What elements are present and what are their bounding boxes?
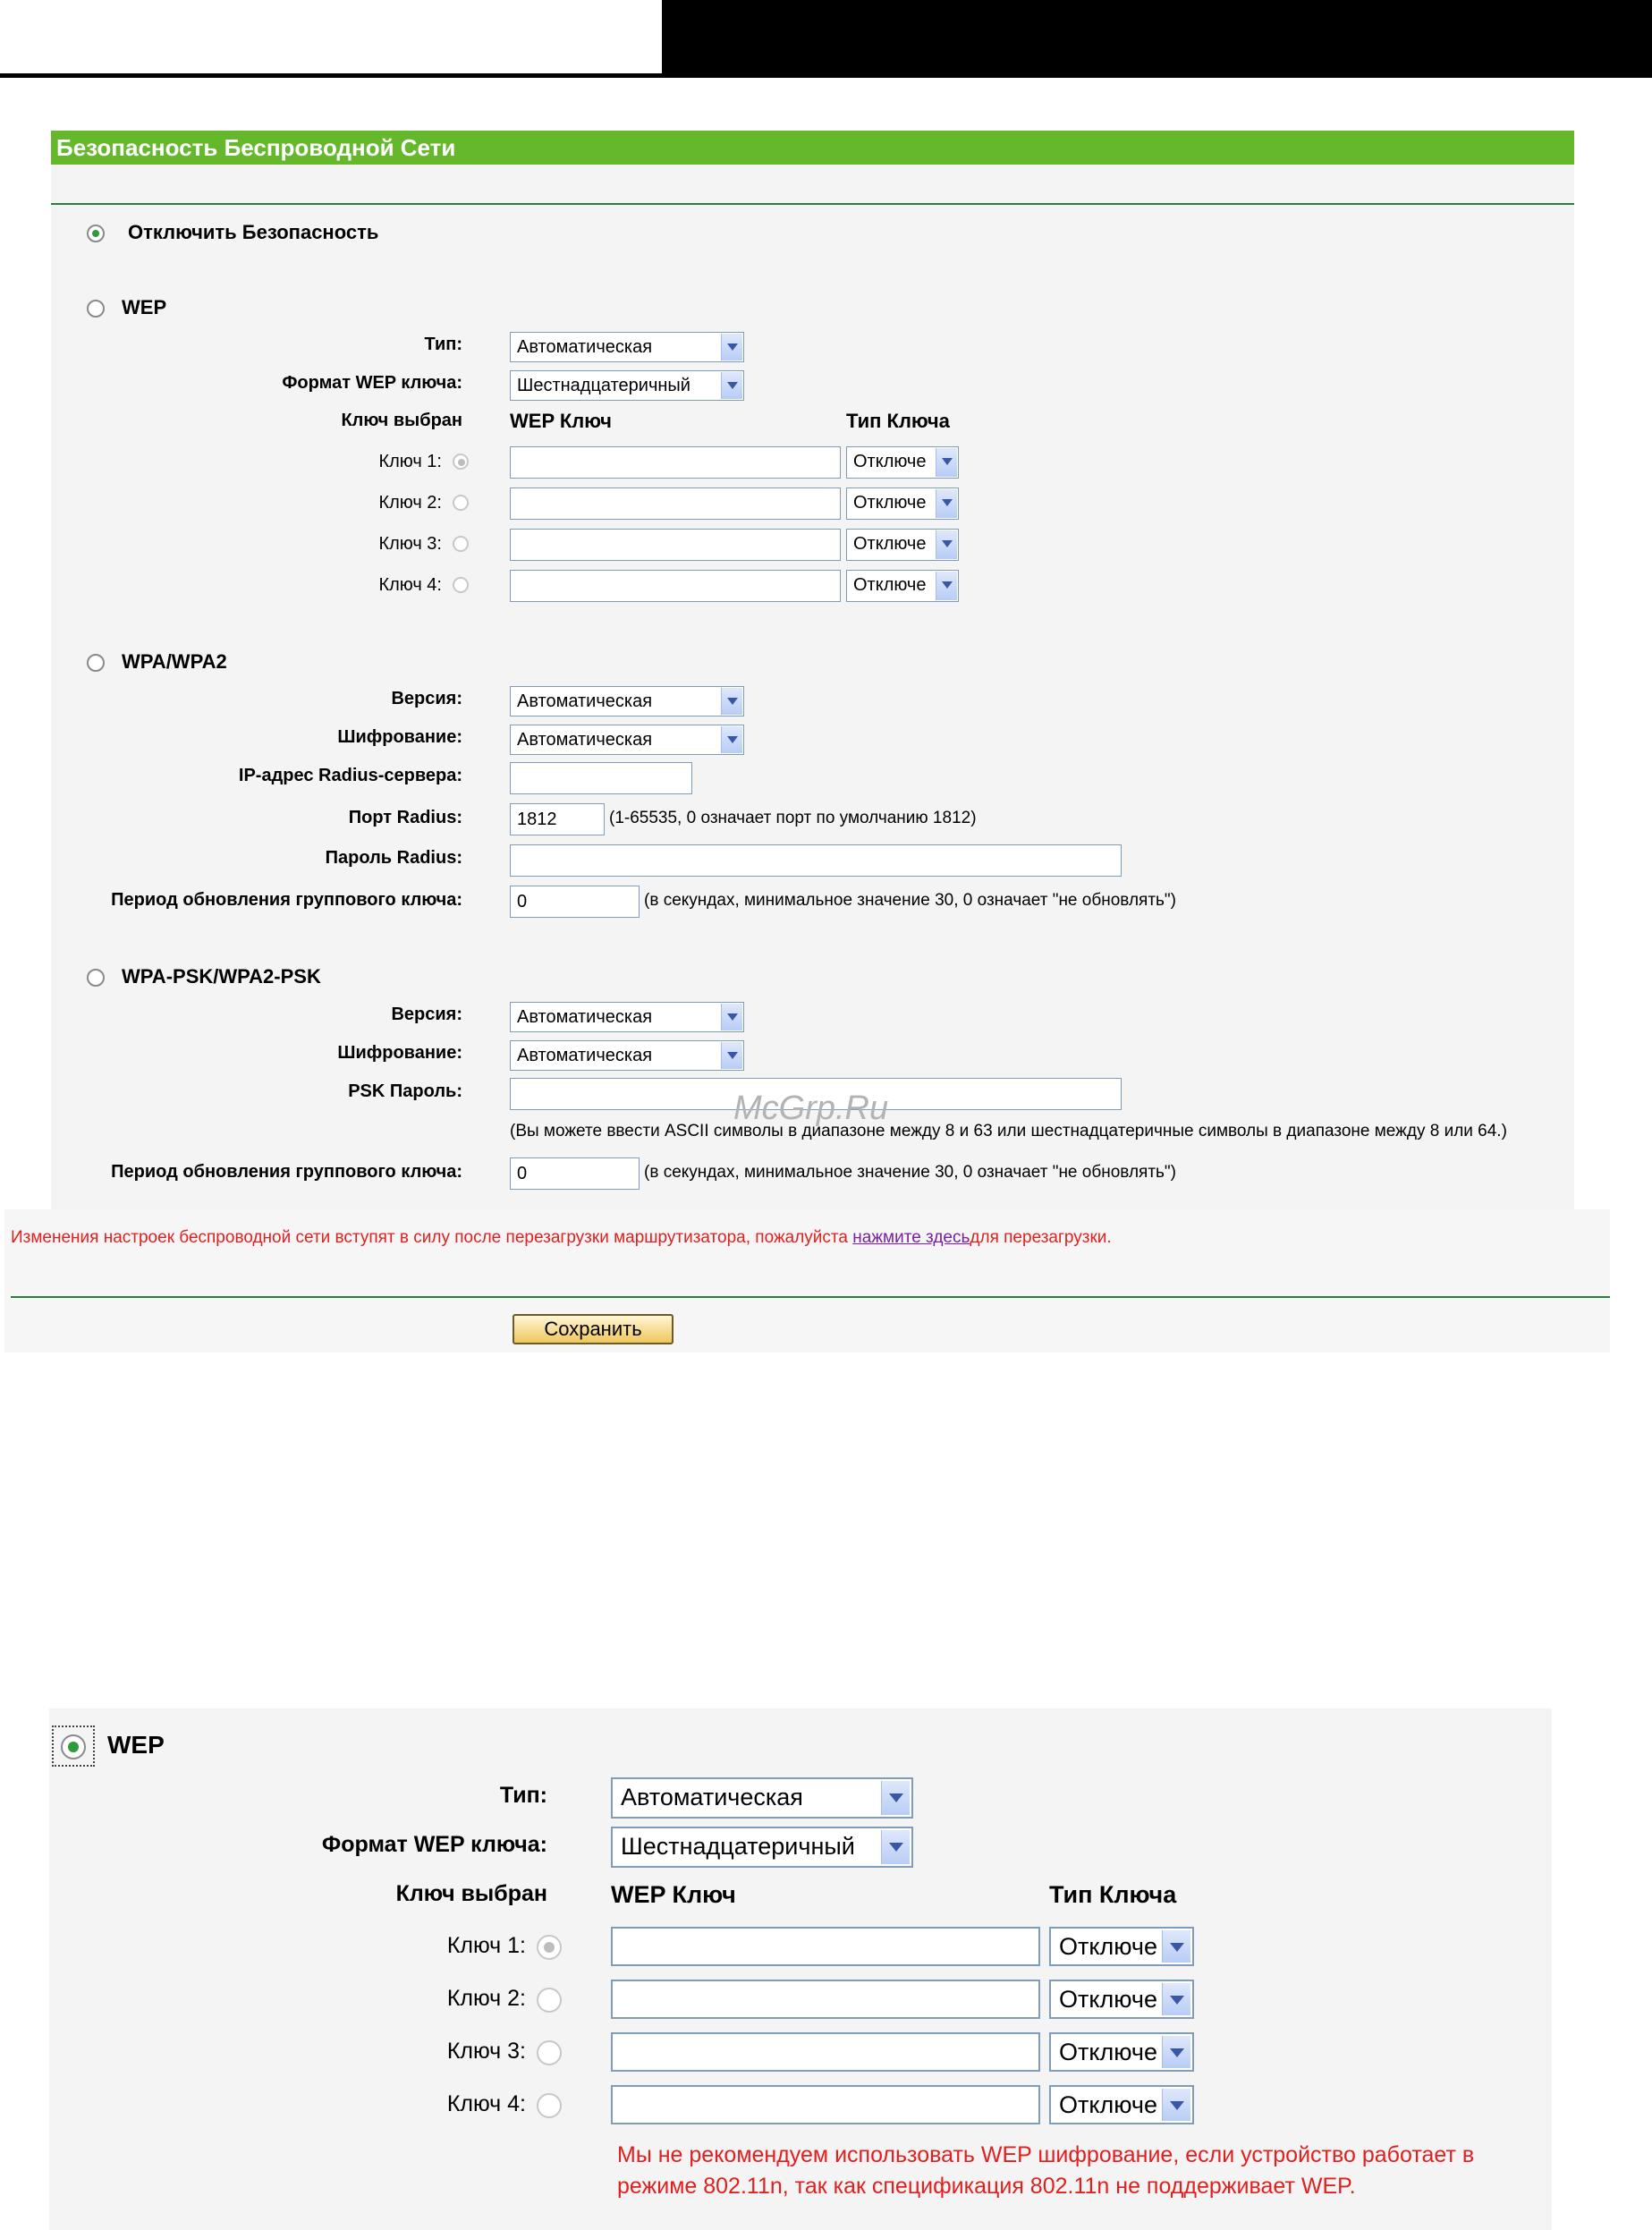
wep-detail-radio[interactable] (61, 1734, 86, 1759)
detail-key1-type-value: Отключе (1059, 1933, 1157, 1960)
key4-radio[interactable] (453, 577, 469, 593)
detail-key3-input[interactable] (611, 2032, 1040, 2072)
col-key-type: Тип Ключа (846, 410, 950, 432)
psk-encryption-value: Автоматическая (517, 1046, 653, 1065)
wep-format-select[interactable] (510, 370, 744, 401)
detail-key2-type-select[interactable] (1049, 1980, 1194, 2019)
detail-key2-input[interactable] (611, 1980, 1040, 2019)
wpa-encryption-value: Автоматическая (517, 730, 653, 750)
radius-port-input[interactable]: 1812 (510, 803, 605, 835)
wep-detail-format-select[interactable] (611, 1827, 913, 1868)
wep-label: WEP (122, 296, 167, 318)
radius-ip-input[interactable] (510, 762, 692, 794)
wep-detail-format-label: Формат WEP ключа: (321, 1832, 547, 1857)
psk-radio[interactable] (87, 969, 105, 987)
chevron-down-icon (721, 372, 742, 399)
wep-type-label: Тип: (424, 335, 462, 354)
detail-key3-type-select[interactable] (1049, 2032, 1194, 2072)
key4-input[interactable] (510, 570, 841, 602)
detail-key4-input[interactable] (611, 2085, 1040, 2124)
key2-input[interactable] (510, 488, 841, 520)
chevron-down-icon (1162, 2036, 1190, 2068)
wep-detail-col-type: Тип Ключа (1049, 1881, 1177, 1908)
key2-type-value: Отключе (853, 493, 927, 513)
save-button[interactable]: Сохранить (513, 1314, 674, 1344)
chevron-down-icon (721, 688, 742, 715)
psk-version-select[interactable] (510, 1002, 744, 1032)
col-wep-key: WEP Ключ (510, 410, 612, 432)
disable-security-label: Отключить Безопасность (128, 221, 379, 243)
detail-key3-type-value: Отключе (1059, 2039, 1157, 2065)
radius-ip-label: IP-адрес Radius-сервера: (238, 766, 462, 785)
wpa-version-select[interactable] (510, 686, 744, 716)
page-title: Безопасность Беспроводной Сети (51, 131, 1574, 165)
wep-detail-type-label: Тип: (499, 1783, 547, 1808)
chevron-down-icon (936, 572, 957, 600)
psk-group-key-hint: (в секундах, минимальное значение 30, 0 означает "не обновлять") (644, 1163, 1176, 1182)
chevron-down-icon (936, 530, 957, 559)
detail-key4-type-value: Отключе (1059, 2091, 1157, 2118)
wep-warning-line1: Мы не рекомендуем использовать WEP шифрование, если устройство работает в (617, 2142, 1475, 2167)
wep-radio[interactable] (87, 300, 105, 318)
radius-port-label: Порт Radius: (348, 808, 462, 827)
psk-version-label: Версия: (391, 1005, 462, 1024)
detail-key1-type-select[interactable] (1049, 1927, 1194, 1966)
chevron-down-icon (1162, 2089, 1190, 2121)
col-key-selected: Ключ выбран (341, 411, 462, 430)
wep-detail-col-key: WEP Ключ (611, 1881, 736, 1908)
psk-version-value: Автоматическая (517, 1007, 653, 1027)
psk-group-key-label: Период обновления группового ключа: (111, 1162, 462, 1182)
detail-key4-type-select[interactable] (1049, 2085, 1194, 2124)
key1-input[interactable] (510, 446, 841, 479)
disable-security-radio[interactable] (87, 225, 105, 242)
wep-format-value: Шестнадцатеричный (517, 376, 690, 395)
chevron-down-icon (1162, 1983, 1190, 2015)
key3-label: Ключ 3: (378, 534, 442, 554)
key2-radio[interactable] (453, 495, 469, 511)
key3-type-select[interactable] (846, 529, 959, 561)
detail-key2-type-value: Отключе (1059, 1986, 1157, 2013)
chevron-down-icon (721, 1042, 742, 1069)
wep-detail-format-value: Шестнадцатеричный (621, 1833, 855, 1860)
wpa-radio[interactable] (87, 654, 105, 672)
reboot-notice-suffix: для перезагрузки. (970, 1228, 1112, 1247)
notice-divider (11, 1296, 1610, 1298)
chevron-down-icon (881, 1830, 910, 1864)
radius-password-input[interactable] (510, 844, 1122, 877)
key3-input[interactable] (510, 529, 841, 561)
psk-label: WPA-PSK/WPA2-PSK (122, 965, 321, 988)
key1-label: Ключ 1: (378, 452, 442, 471)
reboot-link[interactable]: нажмите здесь (852, 1228, 970, 1247)
wep-warning-line2: режиме 802.11n, так как спецификация 802.11n не поддерживает WEP. (617, 2174, 1356, 2199)
key4-type-value: Отключе (853, 575, 927, 595)
watermark: McGrp.Ru (733, 1090, 889, 1127)
psk-encryption-label: Шифрование: (337, 1043, 462, 1063)
detail-key4-radio[interactable] (537, 2093, 562, 2118)
wpa-group-key-hint: (в секундах, минимальное значение 30, 0 означает "не обновлять") (644, 891, 1176, 910)
title-divider (51, 203, 1574, 205)
radius-password-label: Пароль Radius: (325, 848, 462, 868)
key1-radio[interactable] (453, 454, 469, 470)
key1-type-select[interactable] (846, 446, 959, 479)
detail-key4-label: Ключ 4: (446, 2091, 526, 2116)
key2-type-select[interactable] (846, 488, 959, 520)
detail-key1-input[interactable] (611, 1927, 1040, 1966)
detail-key1-radio[interactable] (537, 1935, 562, 1960)
detail-key1-label: Ключ 1: (446, 1933, 526, 1958)
chevron-down-icon (721, 334, 742, 360)
key1-type-value: Отключе (853, 452, 927, 471)
key4-type-select[interactable] (846, 570, 959, 602)
detail-key3-label: Ключ 3: (446, 2039, 526, 2064)
key3-type-value: Отключе (853, 534, 927, 554)
header-black-bar (662, 0, 1652, 78)
wep-type-select[interactable] (510, 332, 744, 362)
chevron-down-icon (936, 448, 957, 477)
psk-password-label: PSK Пароль: (348, 1081, 462, 1101)
wep-detail-col-selected: Ключ выбран (395, 1881, 547, 1906)
chevron-down-icon (936, 489, 957, 518)
header-rule (0, 73, 662, 78)
psk-group-key-input[interactable]: 0 (510, 1157, 640, 1190)
chevron-down-icon (721, 1004, 742, 1030)
wpa-group-key-input[interactable]: 0 (510, 886, 640, 918)
chevron-down-icon (721, 726, 742, 753)
detail-key2-label: Ключ 2: (446, 1986, 526, 2011)
reboot-notice (11, 1228, 1112, 1248)
key3-radio[interactable] (453, 536, 469, 552)
wpa-group-key-label: Период обновления группового ключа: (111, 890, 462, 910)
wpa-encryption-label: Шифрование: (337, 727, 462, 747)
wpa-encryption-select[interactable] (510, 725, 744, 755)
wep-detail-type-select[interactable] (611, 1777, 913, 1819)
key2-label: Ключ 2: (378, 493, 442, 513)
radius-port-hint: (1-65535, 0 означает порт по умолчанию 1812) (609, 809, 977, 827)
reboot-notice-text: Изменения настроек беспроводной сети вступят в силу после перезагрузки маршрутизатора, пожалуйста (11, 1228, 853, 1247)
detail-key2-radio[interactable] (537, 1988, 562, 2013)
wpa-version-label: Версия: (391, 689, 462, 708)
chevron-down-icon (1162, 1930, 1190, 1963)
psk-encryption-select[interactable] (510, 1040, 744, 1071)
wep-format-label: Формат WEP ключа: (282, 373, 462, 393)
key4-label: Ключ 4: (378, 575, 442, 595)
psk-password-hint: (Вы можете ввести ASCII символы в диапазоне между 8 и 63 или шестнадцатеричные символы в диапазоне между 8 или 64.) (510, 1122, 1507, 1140)
wep-detail-type-value: Автоматическая (621, 1784, 803, 1810)
detail-key3-radio[interactable] (537, 2040, 562, 2065)
wpa-label: WPA/WPA2 (122, 650, 227, 673)
wpa-version-value: Автоматическая (517, 691, 653, 711)
chevron-down-icon (881, 1781, 910, 1815)
wep-detail-label: WEP (107, 1731, 165, 1759)
wep-type-value: Автоматическая (517, 337, 653, 357)
